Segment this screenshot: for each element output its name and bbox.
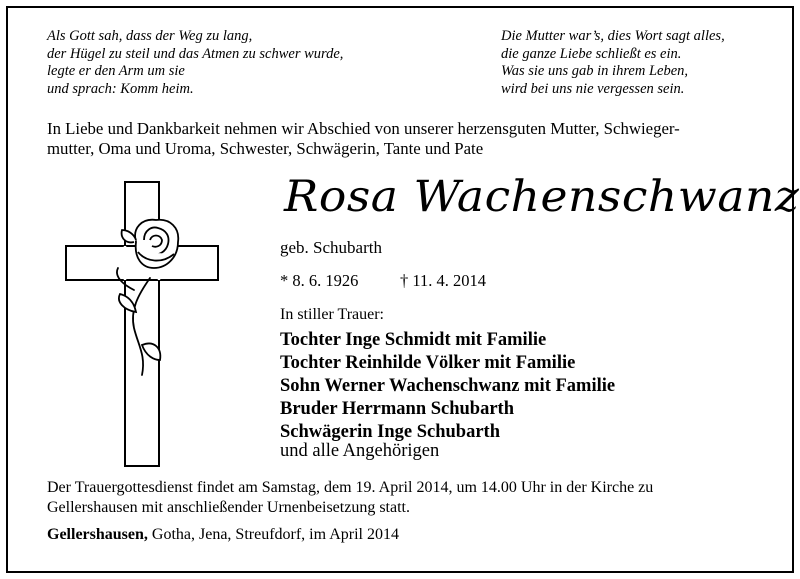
- place-and-date: [47, 526, 399, 544]
- death-date: † 11. 4. 2014: [400, 271, 487, 290]
- birth-name: geb. Schubarth: [280, 238, 382, 257]
- birth-date: * 8. 6. 1926: [280, 271, 359, 290]
- mourner: Tochter Inge Schmidt mit Familie: [280, 330, 547, 350]
- service-line: Gellershausen mit anschließender Urnenbeisetzung statt.: [47, 498, 410, 516]
- mourner: Tochter Reinhilde Völker mit Familie: [280, 353, 576, 373]
- intro-line: In Liebe und Dankbarkeit nehmen wir Abschied von unserer herzensguten Mutter, Schwieger-: [47, 119, 680, 138]
- mourners-list: [280, 329, 615, 444]
- deceased-name: Rosa Wachenschwanz: [284, 172, 800, 222]
- poem-line: der Hügel zu steil und das Atmen zu schwer wurde,: [47, 45, 344, 62]
- mourner: Schwägerin Inge Schubarth: [280, 422, 500, 442]
- other-relatives: und alle Angehörigen: [280, 441, 440, 461]
- mourner: Bruder Herrmann Schubarth: [280, 399, 515, 419]
- poem-line: legte er den Arm um sie: [47, 63, 185, 79]
- poem-right: [501, 28, 725, 98]
- poem-line: wird bei uns nie vergessen sein.: [501, 80, 685, 97]
- mourner: Sohn Werner Wachenschwanz mit Familie: [280, 376, 616, 396]
- intro-text: [47, 119, 680, 159]
- service-info: [47, 478, 653, 517]
- poem-left: [47, 28, 343, 98]
- place-rest: Gotha, Jena, Streufdorf, im April 2014: [147, 526, 399, 543]
- cross-with-rose-icon: [62, 180, 232, 470]
- poem-line: und sprach: Komm heim.: [47, 80, 194, 97]
- poem-line: Was sie uns gab in ihrem Leben,: [501, 63, 689, 79]
- mourning-heading: In stiller Trauer:: [280, 306, 384, 323]
- poem-line: Die Mutter war’s, dies Wort sagt alles,: [501, 28, 725, 44]
- service-line: Der Trauergottesdienst findet am Samstag, dem 19. April 2014, um 14.00 Uhr in der Kirche zu: [47, 479, 654, 496]
- place-town: Gellershausen,: [47, 526, 148, 543]
- poem-line: die ganze Liebe schließt es ein.: [501, 45, 682, 62]
- intro-line: mutter, Oma und Uroma, Schwester, Schwägerin, Tante und Pate: [47, 139, 484, 158]
- poem-line: Als Gott sah, dass der Weg zu lang,: [47, 28, 253, 44]
